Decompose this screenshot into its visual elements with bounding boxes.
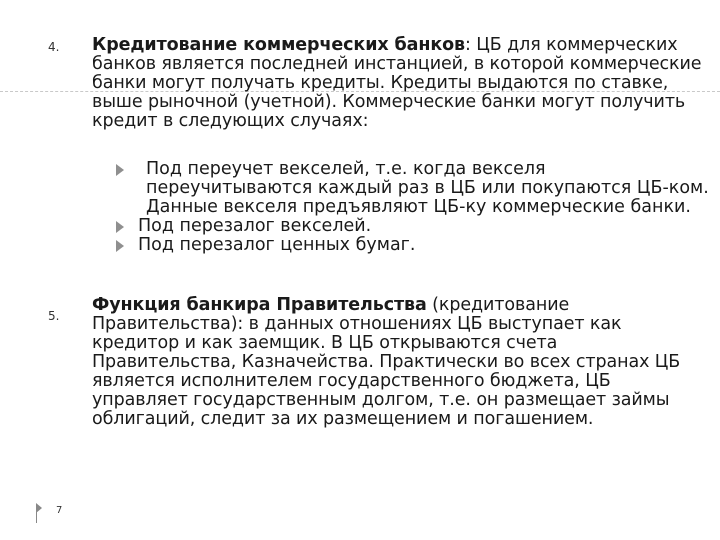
page-number: 7	[56, 505, 63, 516]
item-number-4: 4.	[48, 40, 60, 54]
item-5-paragraph	[92, 296, 704, 429]
bullet-text: Под переучет векселей, т.е. когда векселя переучитываются каждый раз в ЦБ или покупаются ЦБ-ком. Данные векселя предъявляют ЦБ-ку коммерческие банки.	[146, 159, 709, 217]
bullet-arrow-icon	[116, 240, 124, 252]
item-number-5: 5.	[48, 309, 60, 323]
bullet-arrow-icon	[116, 221, 124, 233]
bullet-arrow-icon	[116, 164, 124, 176]
page-marker-icon	[36, 505, 49, 523]
item-5-title: Функция банкира Правительства	[92, 295, 427, 315]
bullet-text: Под перезалог векселей.	[138, 216, 372, 236]
item-4-title: Кредитование коммерческих банков	[92, 35, 466, 55]
bullet-text: Под перезалог ценных бумаг.	[138, 235, 416, 255]
list-item	[110, 217, 710, 236]
item-4-body: : ЦБ для коммерческих банков является последней инстанцией, в которой коммерческие банки могут получать кредиты. Кредиты выдаются по ставке, выше рыночной (учетной). Коммерческие банки могут получить кредит в следующих случаях:	[92, 35, 702, 131]
item-4-paragraph	[92, 36, 704, 131]
list-item	[110, 236, 710, 255]
list-item	[110, 160, 710, 217]
item-5-body: (кредитование Правительства): в данных отношениях ЦБ выступает как кредитор и как заемщик. В ЦБ открываются счета Правительства, Казначейства. Практически во всех странах ЦБ является исполнителем государственного бюджета, ЦБ управляет государственным долгом, т.е. он размещает займы облигаций, следит за их размещением и погашением.	[92, 295, 681, 429]
item-4-bullet-list	[110, 160, 710, 255]
